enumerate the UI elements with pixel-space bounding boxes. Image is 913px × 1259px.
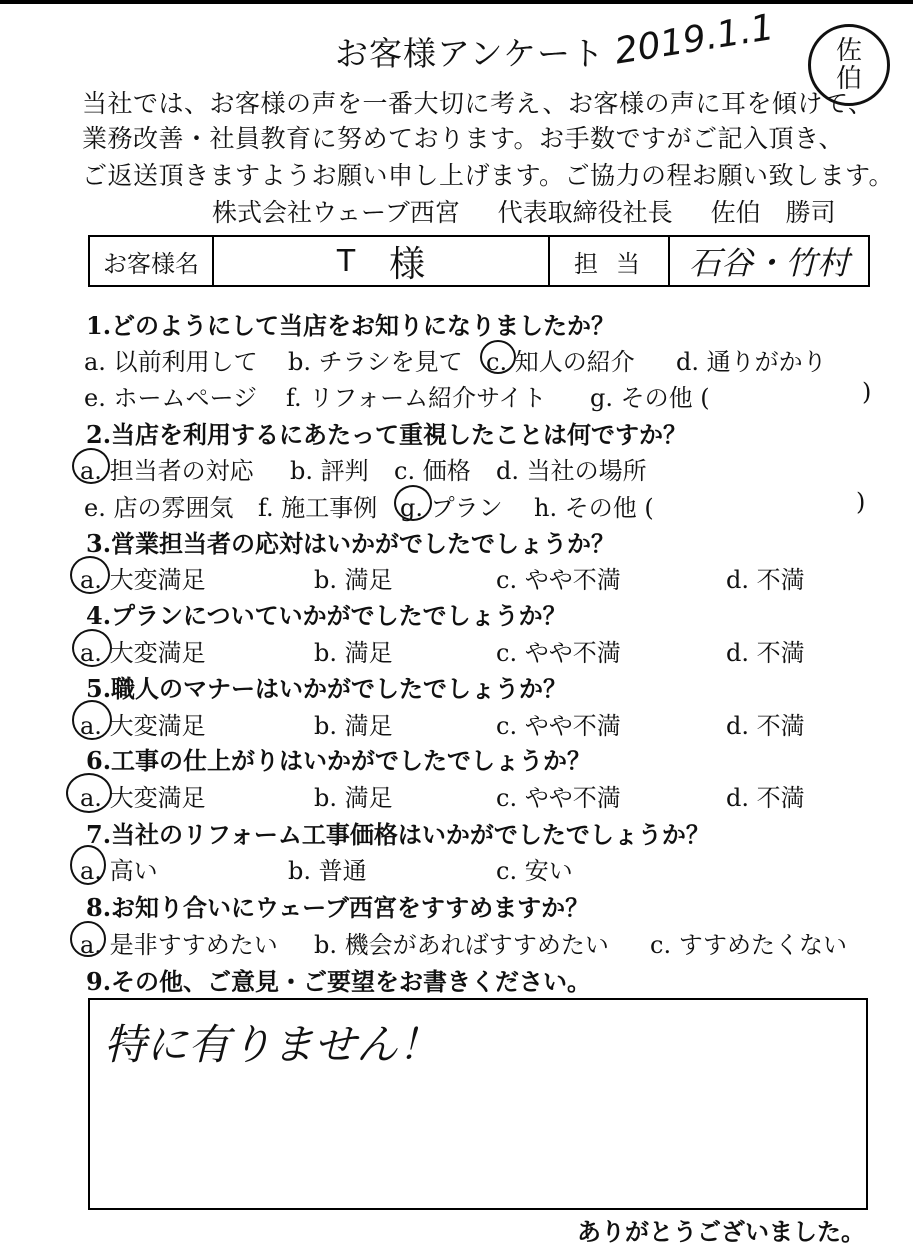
question-1: 1.どのようにして当店をお知りになりましたか？: [86, 311, 616, 340]
q8-selected-circle: [70, 921, 106, 957]
top-border: [0, 0, 913, 4]
intro-line-2: 業務改善・社員教育に努めております。お手数ですがご記入頂き、: [82, 124, 845, 153]
customer-name-cell: [214, 237, 550, 285]
q2-selected-circle-a: [72, 448, 110, 484]
question-7: 7.当社のリフォーム工事価格はいかがでしたでしょうか？: [86, 820, 710, 849]
q2-option-h-close: ): [856, 488, 866, 516]
q5-option-c: c. やや不満: [496, 712, 621, 740]
q4-option-b: b. 満足: [314, 639, 393, 667]
question-4: 4.プランについていかがでしたでしょうか？: [86, 601, 567, 630]
q4-option-d: d. 不満: [726, 639, 805, 667]
q4-selected-circle: [72, 629, 112, 667]
comment-answer: 特に有りません！: [104, 1020, 441, 1069]
customer-table: [88, 235, 870, 287]
q1-option-e: e. ホームページ: [84, 384, 257, 412]
q4-option-c: c. やや不満: [496, 639, 621, 667]
q1-option-b: b. チラシを見て: [288, 348, 463, 376]
q3-option-a: a. 大変満足: [80, 566, 206, 594]
q3-option-b: b. 満足: [314, 566, 393, 594]
page-title: お客様アンケート: [335, 34, 606, 73]
q1-option-c: c. 知人の紹介: [486, 348, 635, 376]
company-person: 佐伯 勝司: [710, 198, 836, 227]
company-position: 代表取締役社長: [497, 198, 673, 227]
q8-option-a: a. 是非すすめたい: [80, 931, 278, 959]
question-6: 6.工事の仕上がりはいかがでしたでしょうか？: [86, 746, 592, 775]
q1-option-a: a. 以前利用して: [84, 348, 258, 376]
q4-option-a: a. 大変満足: [80, 639, 206, 667]
q7-option-c: c. 安い: [496, 857, 573, 885]
company-name: 株式会社ウェーブ西宮: [212, 198, 460, 227]
q3-option-d: d. 不満: [726, 566, 805, 594]
q7-selected-circle: [70, 845, 106, 885]
q1-option-g: g. その他 (: [590, 384, 710, 412]
thanks-message: ありがとうございました。: [577, 1217, 865, 1246]
q6-option-b: b. 満足: [314, 784, 393, 812]
question-5: 5.職人のマナーはいかがでしたでしょうか？: [86, 674, 568, 703]
seal-char-1: 佐: [835, 36, 862, 66]
q3-option-c: c. やや不満: [496, 566, 621, 594]
customer-label: お客様名: [90, 237, 214, 285]
q1-option-d: d. 通りがかり: [676, 348, 827, 376]
q2-selected-circle-g: [394, 485, 432, 521]
q5-option-d: d. 不満: [726, 712, 805, 740]
q2-option-c: c. 価格: [394, 457, 471, 485]
intro-line-1: 当社では、お客様の声を一番大切に考え、お客様の声に耳を傾けて、: [82, 89, 874, 118]
q2-option-e: e. 店の雰囲気: [84, 494, 234, 522]
staff-name: 石谷・竹村: [688, 244, 849, 282]
q2-option-f: f. 施工事例: [258, 494, 378, 522]
q2-option-g: g. プラン: [400, 494, 503, 522]
q2-option-b: b. 評判: [290, 457, 369, 485]
question-2: 2.当店を利用するにあたって重視したことは何ですか？: [86, 420, 688, 449]
q8-option-c: c. すすめたくない: [650, 931, 847, 959]
customer-honorific: 様: [389, 243, 426, 285]
question-9: 9.その他、ご意見・ご要望をお書きください。: [86, 967, 592, 996]
q6-option-a: a. 大変満足: [80, 784, 206, 812]
question-3: 3.営業担当者の応対はいかがでしたでしょうか？: [86, 529, 616, 558]
q1-option-f: f. リフォーム紹介サイト: [286, 384, 547, 412]
intro-line-3: ご返送頂きますようお願い申し上げます。ご協力の程お願い致します。: [82, 161, 895, 190]
q7-option-a: a. 高い: [80, 857, 158, 885]
question-8: 8.お知り合いにウェーブ西宮をすすめますか？: [86, 893, 590, 922]
q6-option-d: d. 不満: [726, 784, 805, 812]
q1-option-g-close: ): [862, 378, 872, 406]
staff-label: 担当: [550, 237, 670, 285]
q1-selected-circle: [480, 340, 516, 374]
customer-name: T: [336, 243, 356, 279]
seal-char-2: 伯: [835, 64, 862, 94]
company-signature: [212, 193, 836, 229]
q5-option-b: b. 満足: [314, 712, 393, 740]
comment-box: [88, 998, 868, 1210]
q6-option-c: c. やや不満: [496, 784, 621, 812]
q2-option-a: a. 担当者の対応: [80, 457, 254, 485]
q8-option-b: b. 機会があればすすめたい: [314, 931, 609, 959]
q2-option-h: h. その他 (: [534, 494, 654, 522]
handwritten-date: 2019.1.1: [612, 6, 777, 73]
q5-option-a: a. 大変満足: [80, 712, 206, 740]
q6-selected-circle: [66, 773, 112, 813]
q5-selected-circle: [72, 700, 112, 740]
q2-option-d: d. 当社の場所: [496, 457, 647, 485]
q3-selected-circle: [70, 556, 110, 594]
q7-option-b: b. 普通: [288, 857, 367, 885]
